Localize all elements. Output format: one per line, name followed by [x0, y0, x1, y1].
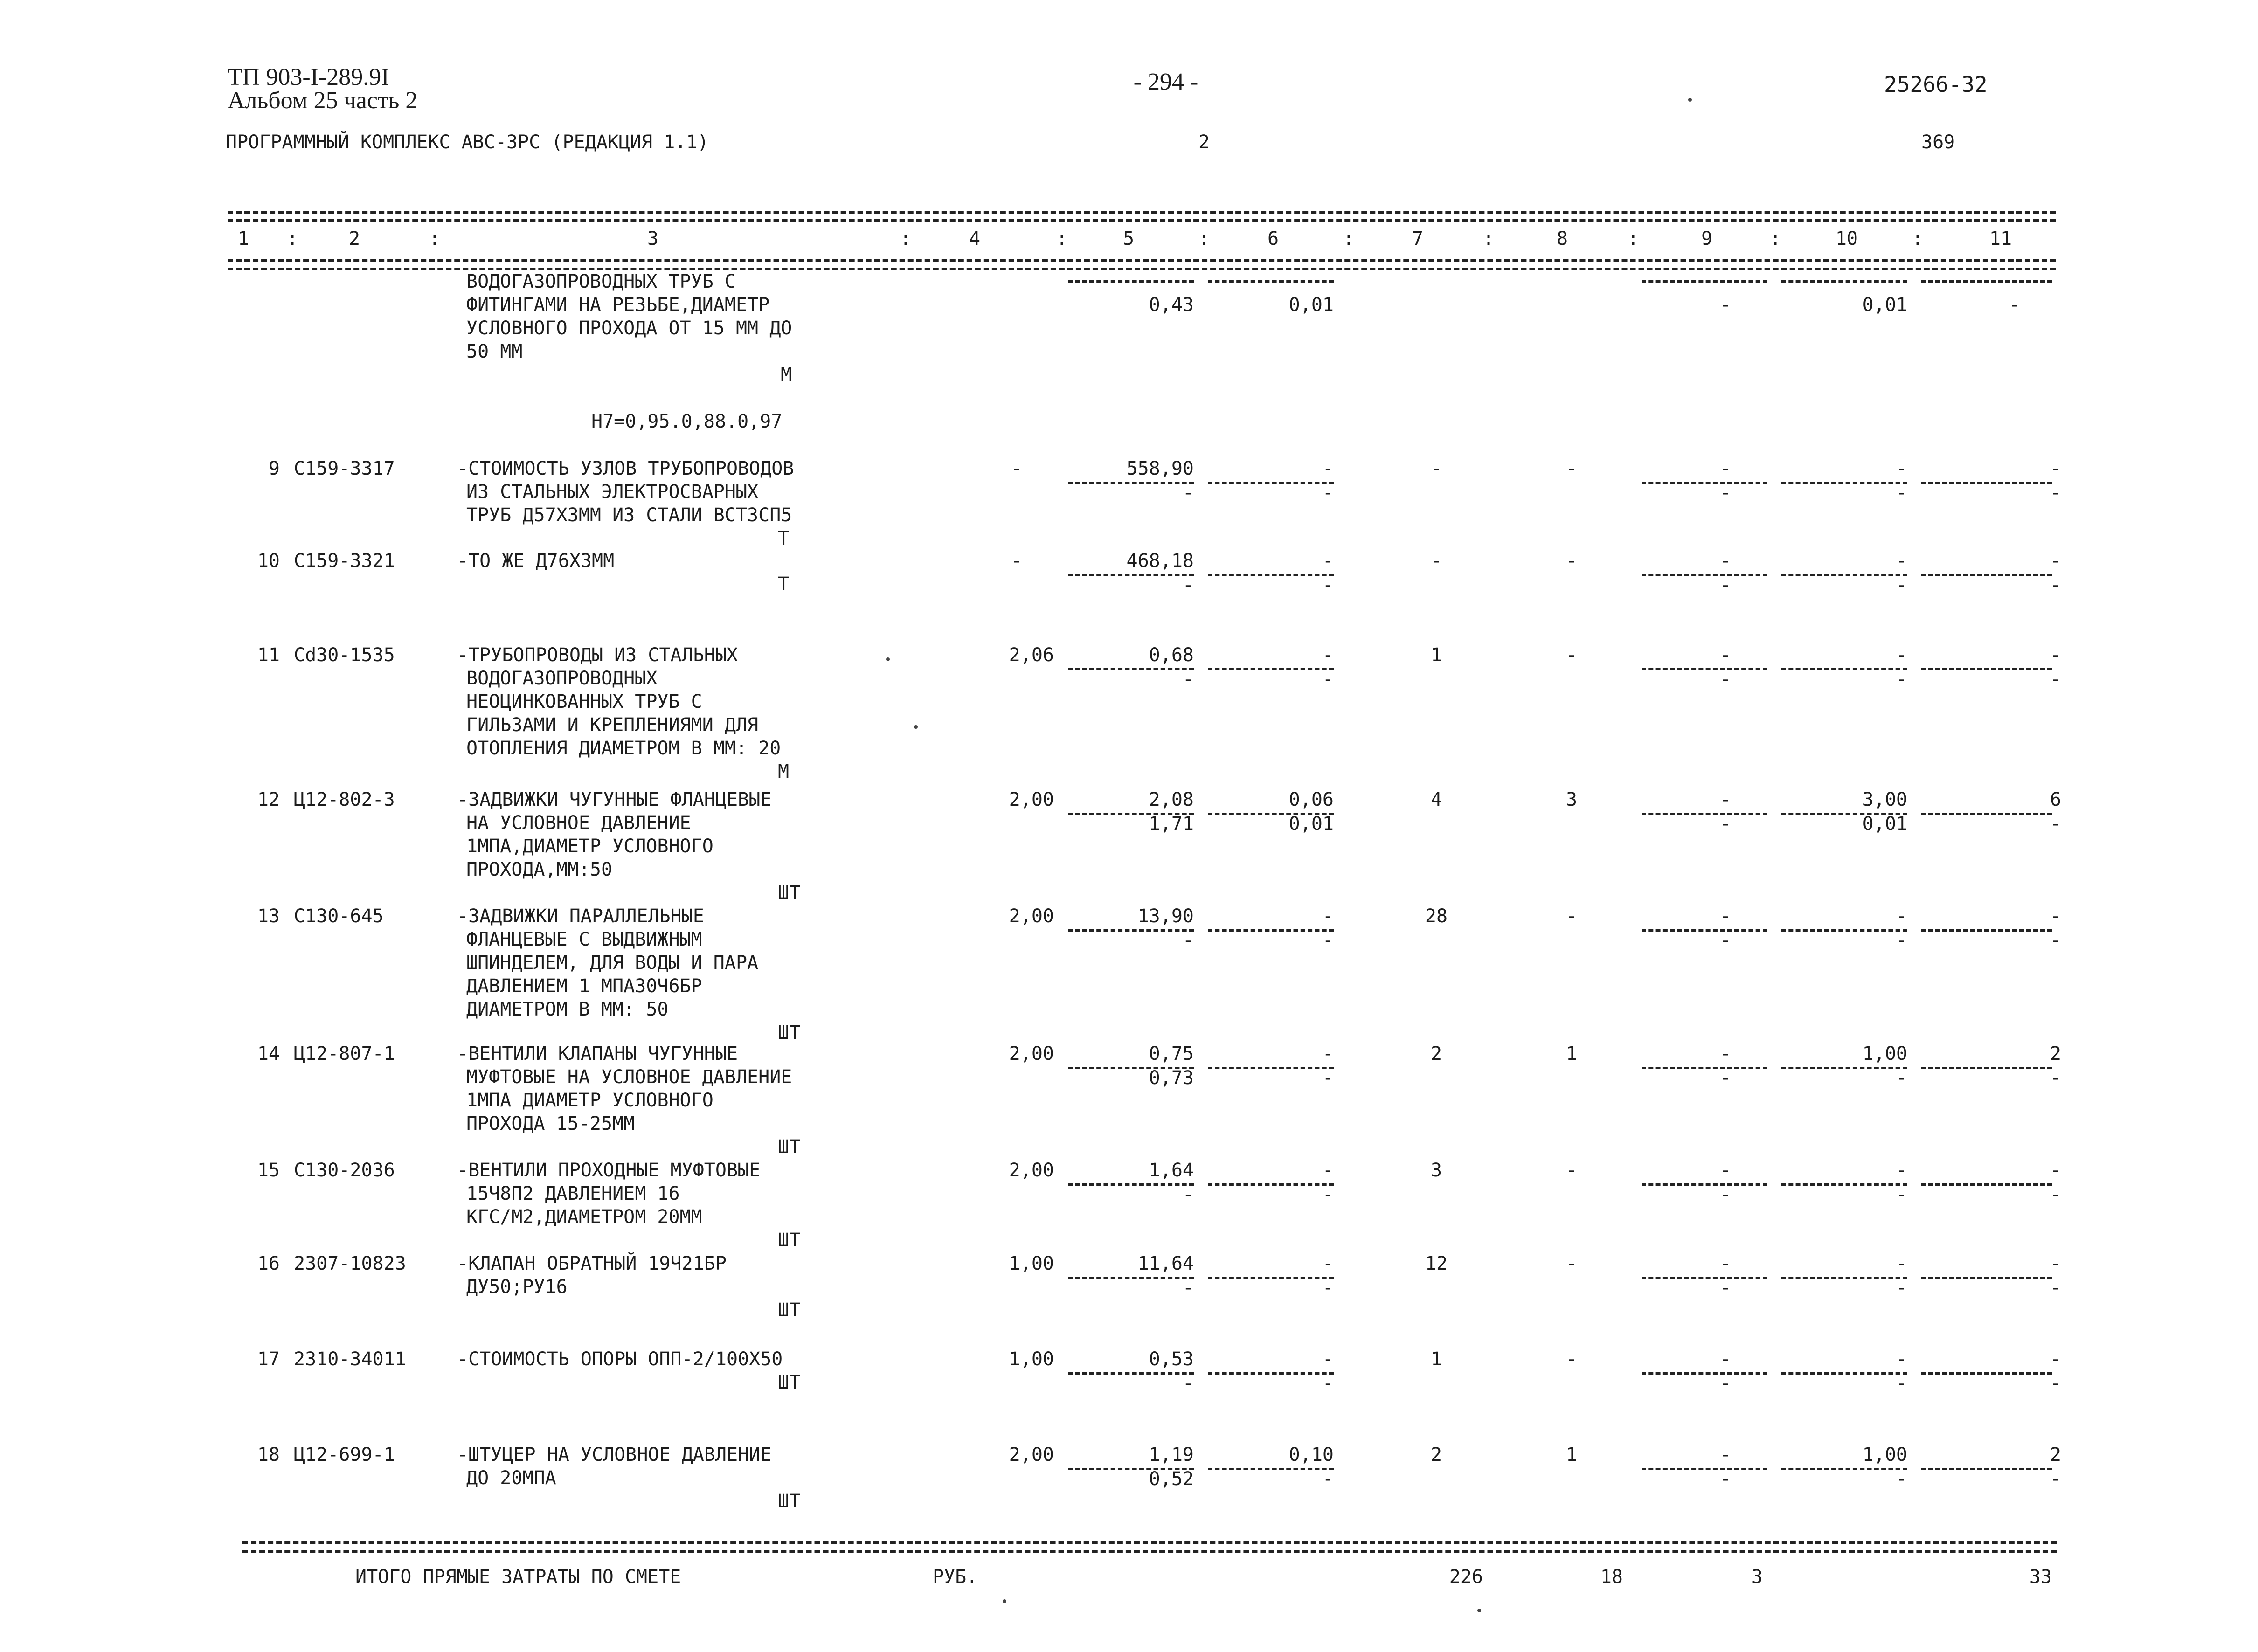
value-divider [1642, 482, 1767, 484]
column-header-6: 6 [1267, 228, 1279, 249]
row-unit: М [778, 761, 790, 782]
row-description-line: -ТРУБОПРОВОДЫ ИЗ СТАЛЬНЫХ [457, 644, 738, 666]
row-description-line: ПРОХОДА 15-25ММ [466, 1113, 635, 1134]
column-separator: : [1912, 228, 1924, 249]
column-header-8: 8 [1556, 228, 1568, 249]
cell-col6-lower: - [1322, 930, 1334, 951]
cell-col10-lower: - [1896, 1184, 1907, 1205]
cell-col5: 1,19 [1149, 1444, 1194, 1465]
row-number: 10 [257, 550, 280, 572]
cell-col11-lower: - [2050, 482, 2061, 504]
cell-col10: - [1896, 550, 1907, 572]
column-separator: : [900, 228, 912, 249]
continuation-line: УСЛОВНОГО ПРОХОДА ОТ 15 ММ ДО [466, 318, 792, 339]
cell-col5-lower: - [1182, 574, 1194, 596]
cell-col5-lower: - [1182, 1373, 1194, 1394]
row-description-line: НА УСЛОВНОЕ ДАВЛЕНИЕ [466, 812, 691, 834]
row-unit: ШТ [778, 882, 801, 904]
cell-col4: 2,00 [1009, 1043, 1054, 1064]
row-number: 13 [257, 905, 280, 927]
row-unit: Т [778, 528, 790, 549]
column-header-9: 9 [1701, 228, 1713, 249]
cell-col9-lower: - [1719, 930, 1732, 951]
cell-col6: 0,10 [1288, 1444, 1334, 1465]
column-separator: : [287, 228, 298, 249]
cell-col6: - [1322, 905, 1334, 927]
cell-col9: - [1719, 550, 1732, 572]
cell-col7: 1 [1430, 1348, 1442, 1370]
value-divider [1781, 280, 1907, 283]
row-description-line: ДУ50;РУ16 [466, 1276, 568, 1298]
row-unit: Т [778, 574, 790, 595]
column-header-10: 10 [1835, 228, 1858, 249]
row-unit: ШТ [778, 1299, 801, 1321]
value-divider [1642, 929, 1767, 932]
footer-rule-2 [242, 1550, 2057, 1553]
cell-col9-lower: - [1719, 669, 1732, 690]
cell-col7: 2 [1430, 1444, 1442, 1465]
h7-coefficients: Н7=0,95.0,88.0,97 [591, 411, 783, 432]
cell-col11-lower: - [2050, 1373, 2061, 1394]
cell-col6: - [1322, 550, 1334, 572]
row-code: Ц12-699-1 [294, 1444, 395, 1465]
row-description-line: -ТО ЖЕ Д76Х3ММ [457, 550, 615, 572]
cell-col5-lower: - [1182, 1277, 1194, 1299]
cell-col9: - [1719, 1160, 1732, 1181]
cell-col8: - [1565, 458, 1578, 479]
header-top-rule-2 [228, 219, 2056, 222]
header-top-rule [228, 211, 2056, 214]
cell-col7: 28 [1425, 905, 1448, 927]
cell-col10-lower: 0,01 [1862, 813, 1907, 835]
cell-col5: 0,43 [1149, 294, 1194, 316]
row-code: 2307-10823 [294, 1253, 406, 1274]
cell-col5-lower: 1,71 [1149, 813, 1194, 835]
row-code: С159-3321 [294, 550, 395, 572]
total-label: ИТОГО ПРЯМЫЕ ЗАТРАТЫ ПО СМЕТЕ [355, 1566, 681, 1588]
row-number: 14 [257, 1043, 280, 1064]
cell-col6-lower: - [1322, 1373, 1334, 1394]
scan-speck [914, 725, 918, 729]
cell-col6-lower: 0,01 [1288, 813, 1334, 835]
cell-col11: 6 [2050, 789, 2061, 810]
cell-col11: - [2050, 1253, 2061, 1274]
column-header-2: 2 [348, 228, 360, 249]
row-description-line: ТРУБ Д57Х3ММ ИЗ СТАЛИ ВСТ3СП5 [466, 505, 792, 526]
row-description-line: 15Ч8П2 ДАВЛЕНИЕМ 16 [466, 1183, 680, 1204]
row-description-line: ДАВЛЕНИЕМ 1 МПА30Ч6БР [466, 975, 702, 997]
cell-col10: - [1896, 1160, 1907, 1181]
scan-speck [1003, 1599, 1006, 1603]
value-divider [1642, 813, 1767, 815]
cell-col5: 11,64 [1137, 1253, 1194, 1274]
row-number: 18 [257, 1444, 280, 1465]
row-description-line: ПРОХОДА,ММ:50 [466, 859, 613, 880]
column-header-11: 11 [1989, 228, 2012, 249]
row-code: Cd30-1535 [294, 644, 395, 666]
cell-col11-lower: - [2050, 669, 2061, 690]
cell-col11: 2 [2050, 1444, 2061, 1465]
cell-col9: - [1719, 294, 1732, 316]
cell-col11: - [2050, 458, 2061, 479]
continuation-line: ФИТИНГАМИ НА РЕЗЬБЕ,ДИАМЕТР [466, 294, 770, 316]
row-description-line: 1МПА ДИАМЕТР УСЛОВНОГО [466, 1090, 713, 1111]
cell-col11-lower: - [2050, 1184, 2061, 1205]
cell-col10: 1,00 [1862, 1444, 1907, 1465]
row-unit: ШТ [778, 1491, 801, 1512]
header-bottom-rule [228, 259, 2056, 262]
cell-col11-lower: - [2050, 1067, 2061, 1089]
cell-col7: - [1430, 550, 1442, 572]
cell-col8: - [1565, 1348, 1578, 1370]
continuation-unit: М [781, 364, 792, 386]
value-divider [1642, 668, 1767, 670]
row-description-line: МУФТОВЫЕ НА УСЛОВНОЕ ДАВЛЕНИЕ [466, 1066, 792, 1088]
value-divider [1642, 280, 1767, 283]
cell-col9-lower: - [1719, 482, 1732, 504]
cell-col9-lower: - [1719, 1468, 1732, 1490]
column-header-4: 4 [969, 228, 981, 249]
row-description-line: ШПИНДЕЛЕМ, ДЛЯ ВОДЫ И ПАРА [466, 952, 759, 974]
cell-col4: 2,00 [1009, 1160, 1054, 1181]
cell-col11-lower: - [2050, 1468, 2061, 1490]
cell-col6: - [1322, 1160, 1334, 1181]
row-number: 11 [257, 644, 280, 666]
column-header-3: 3 [647, 228, 659, 249]
value-divider [1642, 1372, 1767, 1375]
cell-col5-lower: 0,52 [1149, 1468, 1194, 1490]
cell-col4: 1,00 [1009, 1348, 1054, 1370]
cell-col11-lower: - [2050, 574, 2061, 596]
cell-col10-lower: - [1896, 1067, 1907, 1089]
cell-col4: 1,00 [1009, 1253, 1054, 1274]
cell-col11: - [2050, 1160, 2061, 1181]
cell-col7: 1 [1430, 644, 1442, 666]
cell-col10: 1,00 [1862, 1043, 1907, 1064]
cell-col7: 3 [1430, 1160, 1442, 1181]
cell-col10-lower: - [1896, 1373, 1907, 1394]
cell-col11: - [2050, 644, 2061, 666]
cell-col5: 0,75 [1149, 1043, 1194, 1064]
cell-col9-lower: - [1719, 1067, 1732, 1089]
row-unit: ШТ [778, 1230, 801, 1251]
row-unit: ШТ [778, 1022, 801, 1044]
row-description-line: -ЗАДВИЖКИ ПАРАЛЛЕЛЬНЫЕ [457, 905, 704, 927]
cell-col10-lower: - [1896, 930, 1907, 951]
footer-rule [242, 1541, 2057, 1544]
cell-col4: - [1011, 550, 1023, 572]
cell-col9: - [1719, 1253, 1732, 1274]
total-col8: 18 [1600, 1566, 1623, 1588]
cell-col10: - [1896, 1253, 1907, 1274]
total-currency: РУБ. [933, 1566, 978, 1588]
scan-speck [1688, 98, 1692, 102]
row-description-line: ОТОПЛЕНИЯ ДИАМЕТРОМ В ММ: 20 [466, 738, 781, 759]
cell-col9: - [1719, 458, 1732, 479]
cell-col10: - [1896, 905, 1907, 927]
row-description-line: ИЗ СТАЛЬНЫХ ЭЛЕКТРОСВАРНЫХ [466, 481, 759, 503]
cell-col4: 2,00 [1009, 1444, 1054, 1465]
scan-speck [1477, 1609, 1481, 1612]
cell-col6-lower: - [1322, 669, 1334, 690]
row-description-line: ДО 20МПА [466, 1467, 556, 1489]
cell-col4: 2,06 [1009, 644, 1054, 666]
cell-col6: 0,06 [1288, 789, 1334, 810]
cell-col10: 3,00 [1862, 789, 1907, 810]
program-title: ПРОГРАММНЫЙ КОМПЛЕКС АВС-ЗРС (РЕДАКЦИЯ 1.1) [226, 131, 709, 153]
cell-col8: - [1565, 1253, 1578, 1274]
row-number: 16 [257, 1253, 280, 1274]
cell-col10-lower: - [1896, 1277, 1907, 1299]
total-col7: 226 [1449, 1566, 1483, 1588]
cell-col8: - [1565, 644, 1578, 666]
cell-col4: 2,00 [1009, 789, 1054, 810]
column-header-1: 1 [237, 228, 249, 249]
row-description-line: -ВЕНТИЛИ ПРОХОДНЫЕ МУФТОВЫЕ [457, 1160, 761, 1181]
cell-col8: 1 [1565, 1043, 1578, 1064]
cell-col9-lower: - [1719, 813, 1732, 835]
value-divider [1642, 1468, 1767, 1470]
row-description-line: -КЛАПАН ОБРАТНЫЙ 19Ч21БР [457, 1253, 727, 1274]
cell-col9: - [1719, 1444, 1732, 1465]
column-header-7: 7 [1412, 228, 1424, 249]
cell-col11-lower: - [2050, 930, 2061, 951]
cell-col7: - [1430, 458, 1442, 479]
cell-col9: - [1719, 789, 1732, 810]
cell-col7: 4 [1430, 789, 1442, 810]
row-description-line: НЕОЦИНКОВАННЫХ ТРУБ С [466, 691, 702, 712]
row-description-line: -ШТУЦЕР НА УСЛОВНОЕ ДАВЛЕНИЕ [457, 1444, 772, 1465]
cell-col9: - [1719, 905, 1732, 927]
cell-col10: 0,01 [1862, 294, 1907, 316]
cell-col10-lower: - [1896, 574, 1907, 596]
cell-col9-lower: - [1719, 574, 1732, 596]
cell-col6-lower: - [1322, 1184, 1334, 1205]
row-number: 12 [257, 789, 280, 810]
row-description-line: -СТОИМОСТЬ ОПОРЫ ОПП-2/100Х50 [457, 1348, 783, 1370]
cell-col6-lower: - [1322, 1468, 1334, 1490]
continuation-line: ВОДОГАЗОПРОВОДНЫХ ТРУБ С [466, 271, 736, 292]
column-separator: : [429, 228, 441, 249]
total-col9: 3 [1751, 1566, 1763, 1588]
album-label: Альбом 25 часть 2 [228, 87, 418, 114]
cell-col6-lower: - [1322, 574, 1334, 596]
cell-col8: 1 [1565, 1444, 1578, 1465]
column-separator: : [1483, 228, 1495, 249]
document-number: 25266-32 [1884, 72, 1988, 97]
row-description-line: -ЗАДВИЖКИ ЧУГУННЫЕ ФЛАНЦЕВЫЕ [457, 789, 772, 810]
cell-col4: 2,00 [1009, 905, 1054, 927]
cell-col11: - [2050, 1348, 2061, 1370]
cell-col9: - [1719, 644, 1732, 666]
cell-col11: 2 [2050, 1043, 2061, 1064]
cell-col9: - [1719, 1348, 1732, 1370]
scan-speck [886, 657, 890, 661]
column-header-5: 5 [1122, 228, 1135, 249]
cell-col9-lower: - [1719, 1373, 1732, 1394]
value-divider [1642, 1067, 1767, 1069]
cell-col6: - [1322, 1043, 1334, 1064]
cell-col5: 13,90 [1137, 905, 1194, 927]
row-description-line: ГИЛЬЗАМИ И КРЕПЛЕНИЯМИ ДЛЯ [466, 714, 759, 736]
value-divider [1068, 280, 1194, 283]
column-separator: : [1198, 228, 1210, 249]
row-number: 15 [257, 1160, 280, 1181]
row-description-line: -СТОИМОСТЬ УЗЛОВ ТРУБОПРОВОДОВ [457, 458, 794, 479]
cell-col5: 2,08 [1149, 789, 1194, 810]
print-page-number: 369 [1921, 131, 1955, 153]
cell-col5-lower: - [1182, 1184, 1194, 1205]
cell-col8: - [1565, 550, 1578, 572]
cell-col6: - [1322, 644, 1334, 666]
cell-col8: - [1565, 1160, 1578, 1181]
cell-col7: 2 [1430, 1043, 1442, 1064]
cell-col9-lower: - [1719, 1277, 1732, 1299]
cell-col5-lower: - [1182, 669, 1194, 690]
row-description-line: -ВЕНТИЛИ КЛАПАНЫ ЧУГУННЫЕ [457, 1043, 738, 1064]
column-separator: : [1343, 228, 1355, 249]
cell-col10: - [1896, 458, 1907, 479]
cell-col10-lower: - [1896, 1468, 1907, 1490]
cell-col5: 1,64 [1149, 1160, 1194, 1181]
value-divider [1208, 280, 1334, 283]
column-separator: : [1770, 228, 1781, 249]
cell-col11: - [2050, 550, 2061, 572]
cell-col6-lower: - [1322, 1067, 1334, 1089]
cell-col5: 0,68 [1149, 644, 1194, 666]
cell-col11-lower: - [2050, 813, 2061, 835]
row-code: С130-645 [294, 905, 384, 927]
cell-col11-lower: - [2050, 1277, 2061, 1299]
cell-col6-lower: - [1322, 1277, 1334, 1299]
value-divider [1921, 280, 2052, 283]
cell-col6: - [1322, 1253, 1334, 1274]
header-bottom-rule-2 [228, 268, 2056, 270]
value-divider [1642, 574, 1767, 576]
tp-code: ТП 903-I-289.9I [228, 64, 389, 90]
row-unit: ШТ [778, 1136, 801, 1158]
row-unit: ШТ [778, 1372, 801, 1393]
cell-col8: - [1565, 905, 1578, 927]
cell-col11: - [2050, 905, 2061, 927]
row-code: Ц12-802-3 [294, 789, 395, 810]
continuation-line: 50 ММ [466, 341, 523, 362]
cell-col6: - [1322, 1348, 1334, 1370]
cell-col4: - [1011, 458, 1023, 479]
row-number: 17 [257, 1348, 280, 1370]
cell-col10: - [1896, 644, 1907, 666]
row-number: 9 [268, 458, 280, 479]
total-col11: 33 [2029, 1566, 2052, 1588]
cell-col10-lower: - [1896, 669, 1907, 690]
row-code: Ц12-807-1 [294, 1043, 395, 1064]
value-divider [1642, 1277, 1767, 1279]
cell-col10: - [1896, 1348, 1907, 1370]
cell-col6: - [1322, 458, 1334, 479]
cell-col5-lower: - [1182, 482, 1194, 504]
row-description-line: КГС/М2,ДИАМЕТРОМ 20ММ [466, 1206, 702, 1228]
cell-col5: 558,90 [1126, 458, 1194, 479]
page-number: - 294 - [1133, 69, 1198, 95]
cell-col5-lower: - [1182, 930, 1194, 951]
cell-col8: 3 [1565, 789, 1578, 810]
cell-col10-lower: - [1896, 482, 1907, 504]
cell-col5-lower: 0,73 [1149, 1067, 1194, 1089]
sheet-number: 2 [1198, 131, 1210, 153]
column-separator: : [1628, 228, 1639, 249]
cell-col9-lower: - [1719, 1184, 1732, 1205]
row-code: 2310-34011 [294, 1348, 406, 1370]
value-divider [1642, 1183, 1767, 1186]
cell-col9: - [1719, 1043, 1732, 1064]
cell-col5: 0,53 [1149, 1348, 1194, 1370]
cell-col6: 0,01 [1288, 294, 1334, 316]
cell-col7: 12 [1425, 1253, 1448, 1274]
cell-col11: - [2009, 294, 2021, 316]
row-code: С159-3317 [294, 458, 395, 479]
cell-col6-lower: - [1322, 482, 1334, 504]
row-description-line: ВОДОГАЗОПРОВОДНЫХ [466, 668, 658, 689]
row-description-line: ФЛАНЦЕВЫЕ С ВЫДВИЖНЫМ [466, 929, 702, 950]
column-separator: : [1056, 228, 1068, 249]
row-description-line: ДИАМЕТРОМ В ММ: 50 [466, 999, 669, 1020]
cell-col5: 468,18 [1126, 550, 1194, 572]
row-code: С130-2036 [294, 1160, 395, 1181]
row-description-line: 1МПА,ДИАМЕТР УСЛОВНОГО [466, 836, 713, 857]
